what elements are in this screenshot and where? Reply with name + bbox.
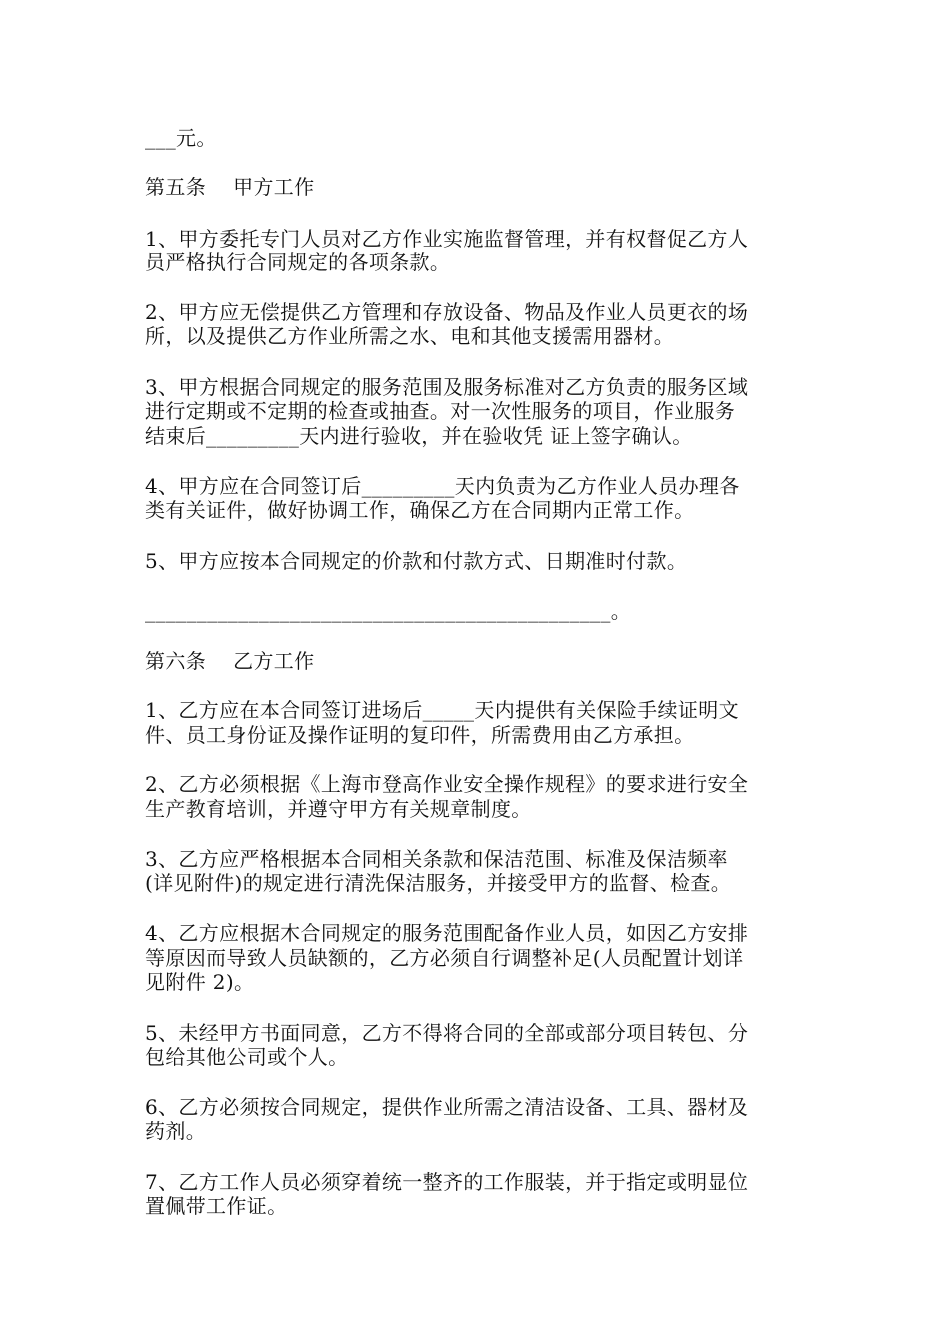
text-line: 3、甲方根据合同规定的服务范围及服务标准对乙方负责的服务区域	[145, 375, 749, 399]
text-line: 1、甲方委托专门人员对乙方作业实施监督管理，并有权督促乙方人	[145, 227, 749, 251]
text-line: 1、乙方应在本合同签订进场后_____天内提供有关保险手续证明文	[145, 698, 739, 722]
text-line: 5、甲方应按本合同规定的价款和付款方式、日期准时付款。	[145, 549, 688, 573]
text-line: 类有关证件，做好协调工作，确保乙方在合同期内正常工作。	[145, 498, 695, 522]
text-line: 包给其他公司或个人。	[145, 1045, 349, 1069]
text-line: 生产教育培训，并遵守甲方有关规章制度。	[145, 797, 532, 821]
text-line: 所，以及提供乙方作业所需之水、电和其他支援需用器材。	[145, 324, 675, 348]
text-line: 置佩带工作证。	[145, 1194, 288, 1218]
text-line: 5、未经甲方书面同意，乙方不得将合同的全部或部分项目转包、分	[145, 1021, 749, 1045]
text-line: 结束后_________天内进行验收，并在验收凭 证上签字确认。	[145, 424, 693, 448]
text-line: 药剂。	[145, 1119, 207, 1143]
text-line: 员严格执行合同规定的各项条款。	[145, 250, 451, 274]
blank-line: _____________________________________________。	[145, 599, 632, 623]
heading-article-6: 第六条 乙方工作	[145, 649, 315, 673]
text-line-amount: ___元。	[145, 126, 217, 150]
text-line: 2、甲方应无偿提供乙方管理和存放设备、物品及作业人员更衣的场	[145, 300, 749, 324]
text-line: 见附件 2)。	[145, 970, 255, 994]
text-line: 7、乙方工作人员必须穿着统一整齐的工作服装，并于指定或明显位	[145, 1170, 749, 1194]
text-line: 件、员工身份证及操作证明的复印件，所需费用由乙方承担。	[145, 723, 695, 747]
text-line: 3、乙方应严格根据本合同相关条款和保洁范围、标准及保洁频率	[145, 847, 728, 871]
text-line: 2、乙方必须根据《上海市登高作业安全操作规程》的要求进行安全	[145, 772, 749, 796]
text-line: 进行定期或不定期的检查或抽查。对一次性服务的项目，作业服务	[145, 399, 736, 423]
heading-article-5: 第五条 甲方工作	[145, 175, 315, 199]
text-line: 4、乙方应根据木合同规定的服务范围配备作业人员，如因乙方安排	[145, 921, 749, 945]
text-line: 等原因而导致人员缺额的，乙方必须自行调整补足(人员配置计划详	[145, 946, 744, 970]
text-line: 4、甲方应在合同签订后_________天内负责为乙方作业人员办理各	[145, 474, 740, 498]
text-line: 6、乙方必须按合同规定，提供作业所需之清洁设备、工具、器材及	[145, 1095, 749, 1119]
text-line: (详见附件)的规定进行清洗保洁服务，并接受甲方的监督、检查。	[145, 871, 732, 895]
